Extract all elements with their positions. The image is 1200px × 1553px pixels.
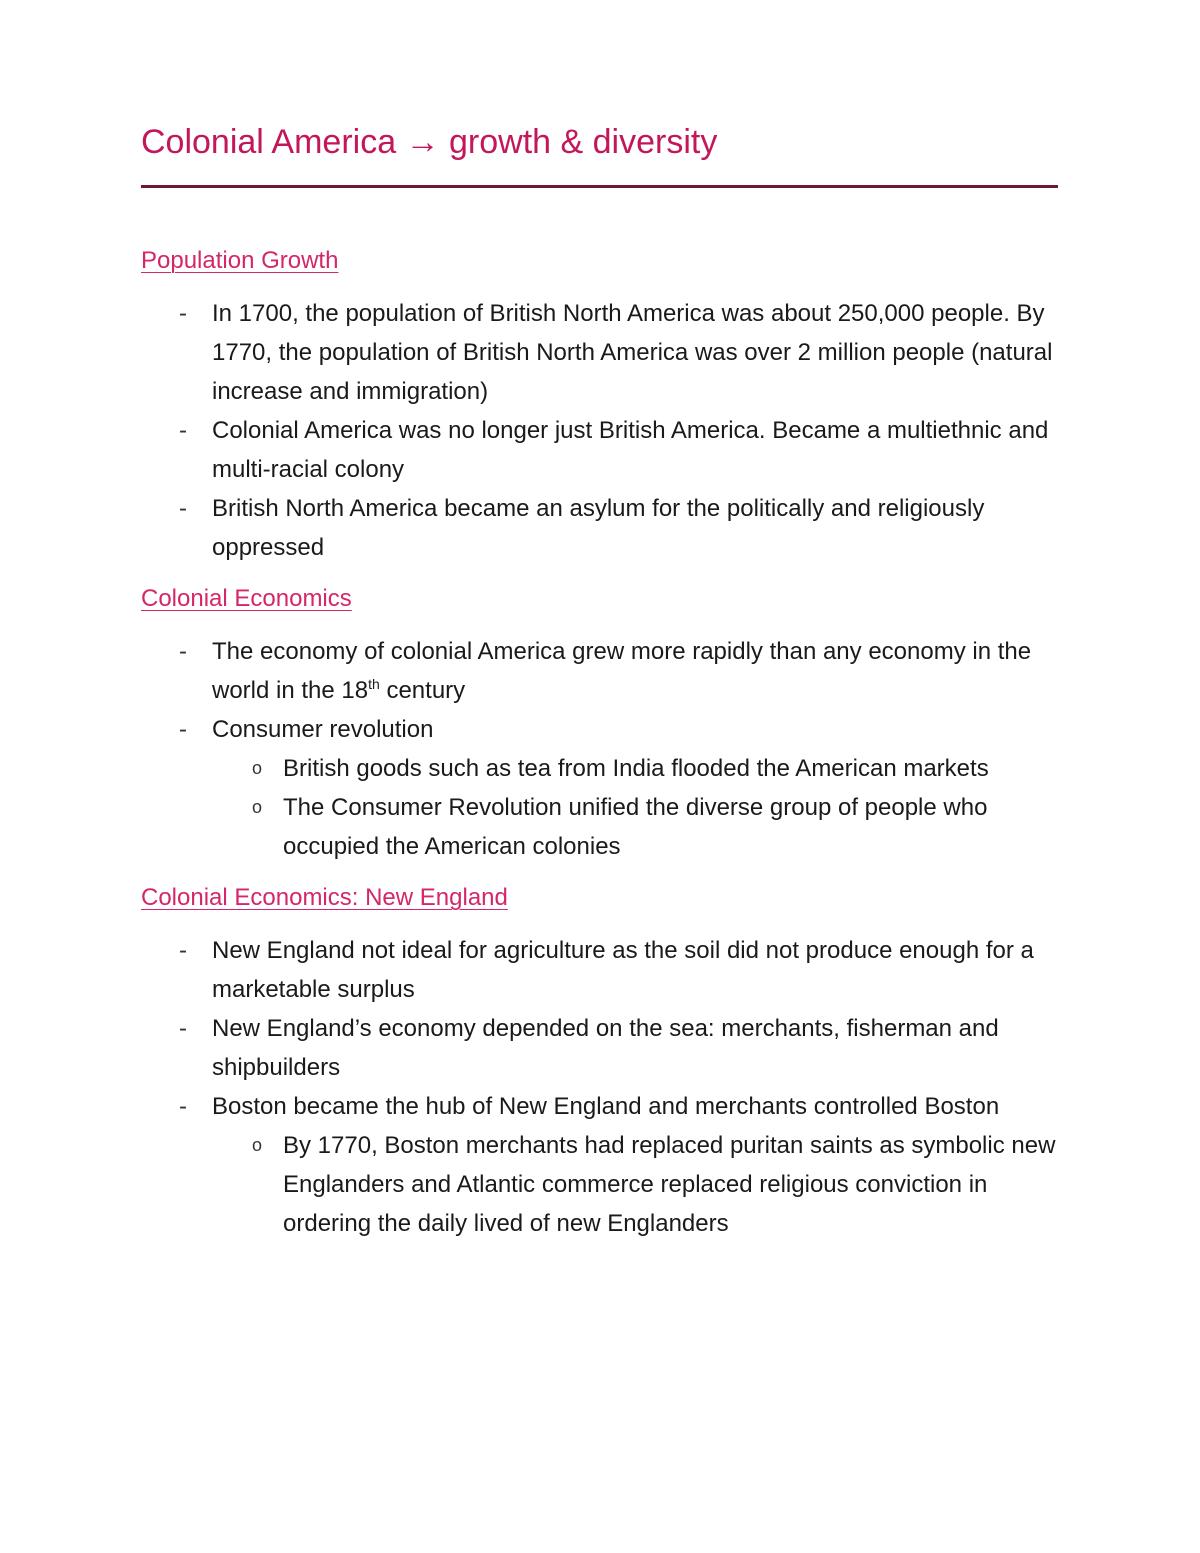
bullet-text: In 1700, the population of British North America was about 250,000 people. By 1770, the population of British North America was over 2 million people (natural increase and immigration) [212, 300, 1053, 405]
circle-marker: o [251, 758, 262, 778]
document-title: Colonial America → growth & diversity [141, 123, 718, 161]
list-item [141, 1087, 1071, 1243]
list-item [141, 489, 1071, 567]
list-item [141, 632, 1071, 710]
dash-marker: - [179, 716, 187, 743]
document-body [141, 243, 1071, 1257]
bullet-list [141, 294, 1071, 567]
sub-bullet-text: The Consumer Revolution unified the diverse group of people who occupied the American colonies [283, 794, 988, 860]
sub-bullet-list [141, 1126, 1071, 1243]
list-item [141, 294, 1071, 411]
dash-marker: - [179, 300, 187, 327]
section-colonial-economics [141, 581, 1071, 866]
sub-list-item [141, 749, 1071, 788]
dash-marker: - [179, 937, 187, 964]
bullet-text: New England’s economy depended on the sea: merchants, fisherman and shipbuilders [212, 1015, 999, 1081]
bullet-text: The economy of colonial America grew more rapidly than any economy in the world in the 18 [212, 638, 1032, 704]
bullet-text: century [379, 677, 466, 704]
dash-marker: - [179, 495, 187, 522]
sub-list-item [141, 788, 1071, 866]
section-new-england-economics [141, 880, 1071, 1243]
list-item [141, 411, 1071, 489]
dash-marker: - [179, 417, 187, 444]
section-heading: Population Growth [141, 247, 339, 274]
sub-bullet-text: British goods such as tea from India flooded the American markets [283, 755, 989, 782]
superscript-text: th [368, 676, 380, 692]
bullet-text: Consumer revolution [212, 716, 434, 743]
title-underline-rule [141, 185, 1058, 188]
list-item [141, 1009, 1071, 1087]
dash-marker: - [179, 1015, 187, 1042]
bullet-text: British North America became an asylum for the politically and religiously oppressed [212, 495, 985, 561]
dash-marker: - [179, 1093, 187, 1120]
bullet-text: Boston became the hub of New England and merchants controlled Boston [212, 1093, 1000, 1120]
dash-marker: - [179, 638, 187, 665]
section-heading: Colonial Economics [141, 585, 352, 612]
list-item [141, 931, 1071, 1009]
bullet-text: Colonial America was no longer just British America. Became a multiethnic and multi-racial colony [212, 417, 1049, 483]
section-population-growth [141, 243, 1071, 567]
sub-bullet-list [141, 749, 1071, 866]
bullet-list [141, 931, 1071, 1243]
circle-marker: o [251, 797, 262, 817]
section-heading: Colonial Economics: New England [141, 884, 508, 911]
circle-marker: o [251, 1135, 262, 1155]
list-item [141, 710, 1071, 866]
bullet-text: New England not ideal for agriculture as the soil did not produce enough for a marketable surplus [212, 937, 1034, 1003]
sub-list-item [141, 1126, 1071, 1243]
sub-bullet-text: By 1770, Boston merchants had replaced puritan saints as symbolic new Englanders and Atlantic commerce replaced religious conviction in ordering the daily lived of new Englanders [283, 1132, 1056, 1237]
bullet-list [141, 632, 1071, 866]
